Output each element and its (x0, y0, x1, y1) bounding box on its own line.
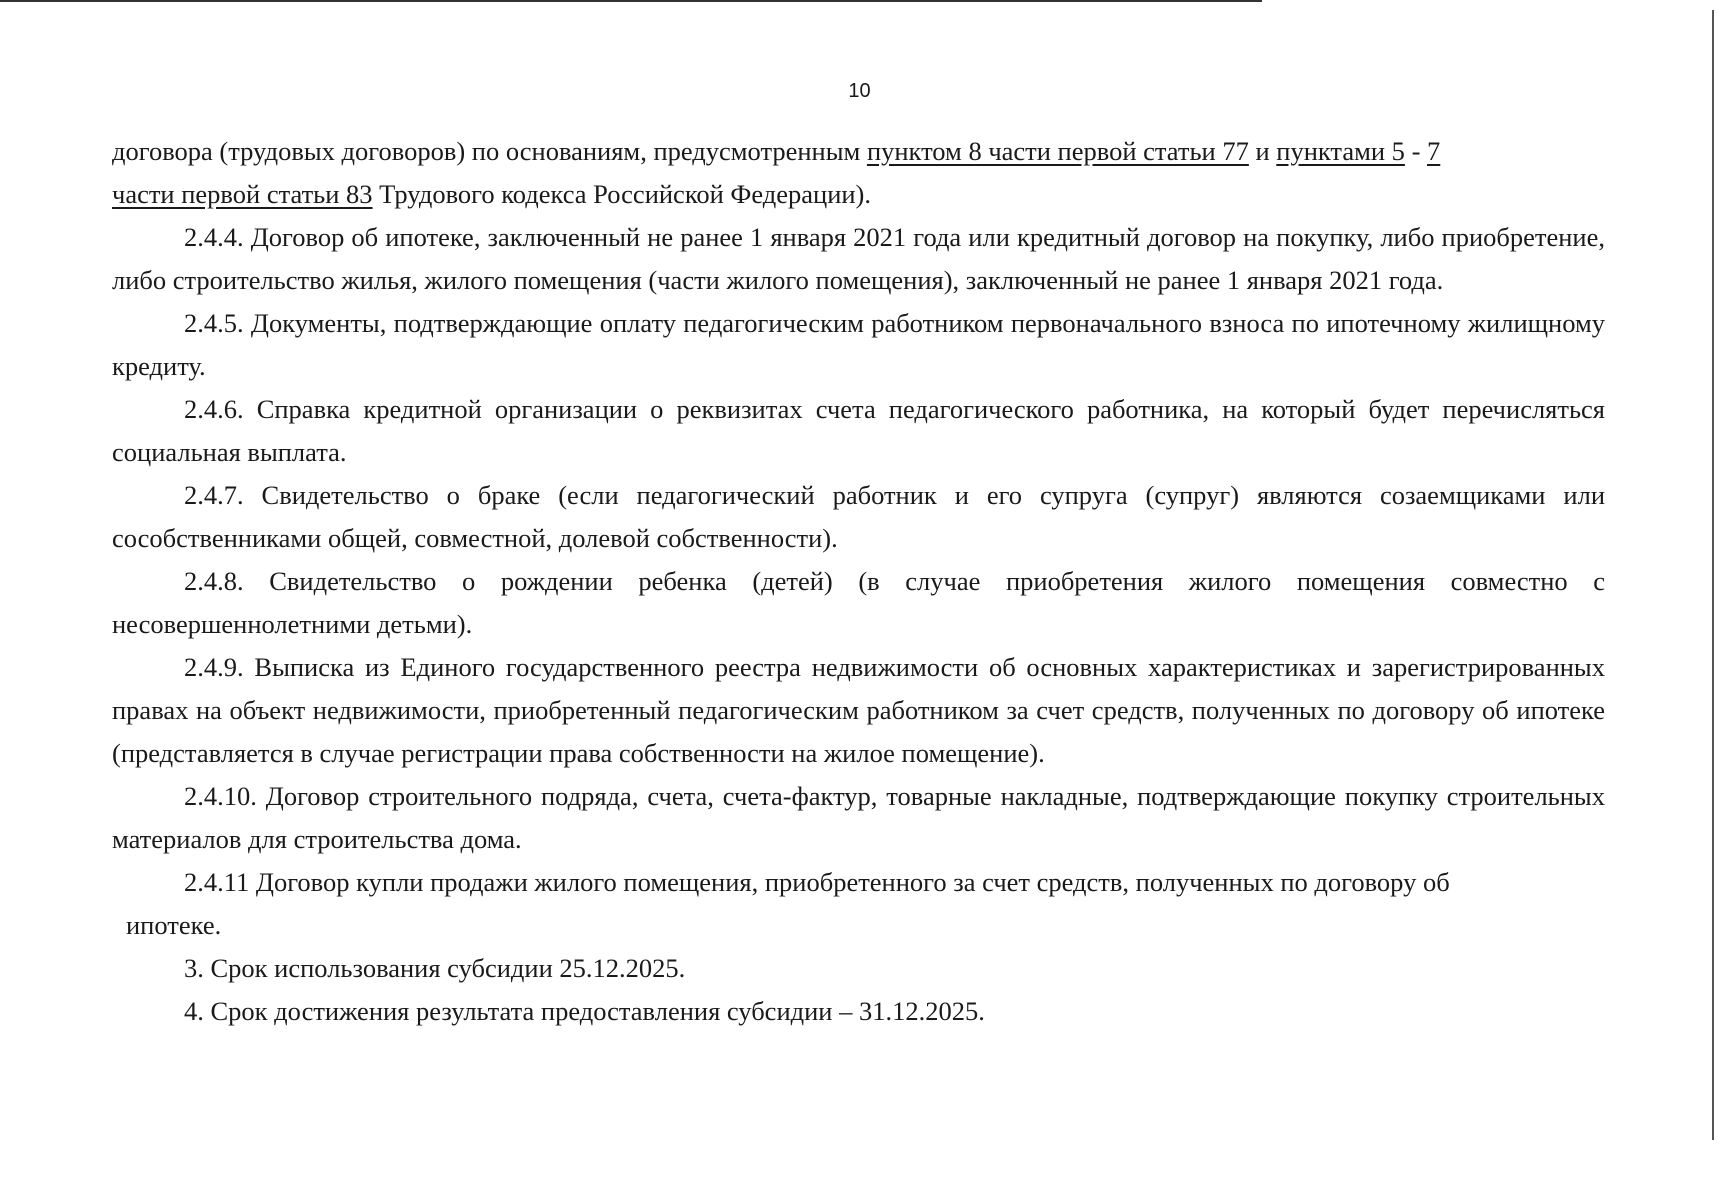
paragraph-2-4-4: 2.4.4. Договор об ипотеке, заключенный не ранее 1 января 2021 года или кредитный договор на покупку, либо приобретение, либо строительство жилья, жилого помещения (части жилого помещения), заключенный не ранее 1 января 2021 года. (112, 222, 1605, 295)
law-reference-link[interactable]: пунктом 8 части первой статьи 77 (866, 136, 1249, 166)
intro-paragraph (112, 130, 1605, 216)
intro-text-3: - (1404, 136, 1428, 166)
intro-text-2: и (1248, 136, 1277, 166)
law-reference-link[interactable]: пунктами 5 (1276, 136, 1405, 166)
paragraph-3: 3. Срок использования субсидии 25.12.2025. (184, 953, 686, 983)
scan-top-border (0, 0, 1262, 2)
paragraph-2-4-9: 2.4.9. Выписка из Единого государственного реестра недвижимости об основных характеристиках и зарегистрированных правах на объект недвижимости, приобретенный педагогическим работником за счет средств, полученных по договору об ипотеке (представляется в случае регистрации права собственности на жилое помещение). (112, 652, 1605, 768)
paragraph-2-4-6: 2.4.6. Справка кредитной организации о реквизитах счета педагогического работника, на который будет перечисляться социальная выплата. (112, 394, 1605, 467)
intro-text-1: договора (трудовых договоров) по основаниям, предусмотренным (112, 136, 867, 166)
paragraph-2-4-5: 2.4.5. Документы, подтверждающие оплату педагогическим работником первоначального взноса по ипотечному жилищному кредиту. (112, 308, 1605, 381)
paragraph-2-4-10: 2.4.10. Договор строительного подряда, счета, счета-фактур, товарные накладные, подтверждающие покупку строительных материалов для строительства дома. (112, 781, 1605, 854)
scan-right-border (1712, 10, 1714, 1140)
paragraph-2-4-11-continuation: ипотеке. (126, 910, 222, 940)
paragraph-2-4-7: 2.4.7. Свидетельство о браке (если педагогический работник и его супруга (супруг) являются созаемщиками или сособственниками общей, совместной, долевой собственности). (112, 480, 1605, 553)
page-number: 10 (848, 80, 871, 102)
paragraph-2-4-8: 2.4.8. Свидетельство о рождении ребенка (детей) (в случае приобретения жилого помещения совместно с несовершеннолетними детьми). (112, 566, 1605, 639)
intro-text-4: Трудового кодекса Российской Федерации). (372, 179, 872, 209)
document-body (112, 130, 1605, 1033)
law-reference-link[interactable]: 7 (1427, 136, 1441, 166)
law-reference-link[interactable]: части первой статьи 83 (112, 179, 373, 209)
paragraph-4: 4. Срок достижения результата предоставления субсидии – 31.12.2025. (184, 996, 985, 1026)
paragraph-2-4-11: 2.4.11 Договор купли продажи жилого помещения, приобретенного за счет средств, полученных по договору об (184, 867, 1450, 897)
